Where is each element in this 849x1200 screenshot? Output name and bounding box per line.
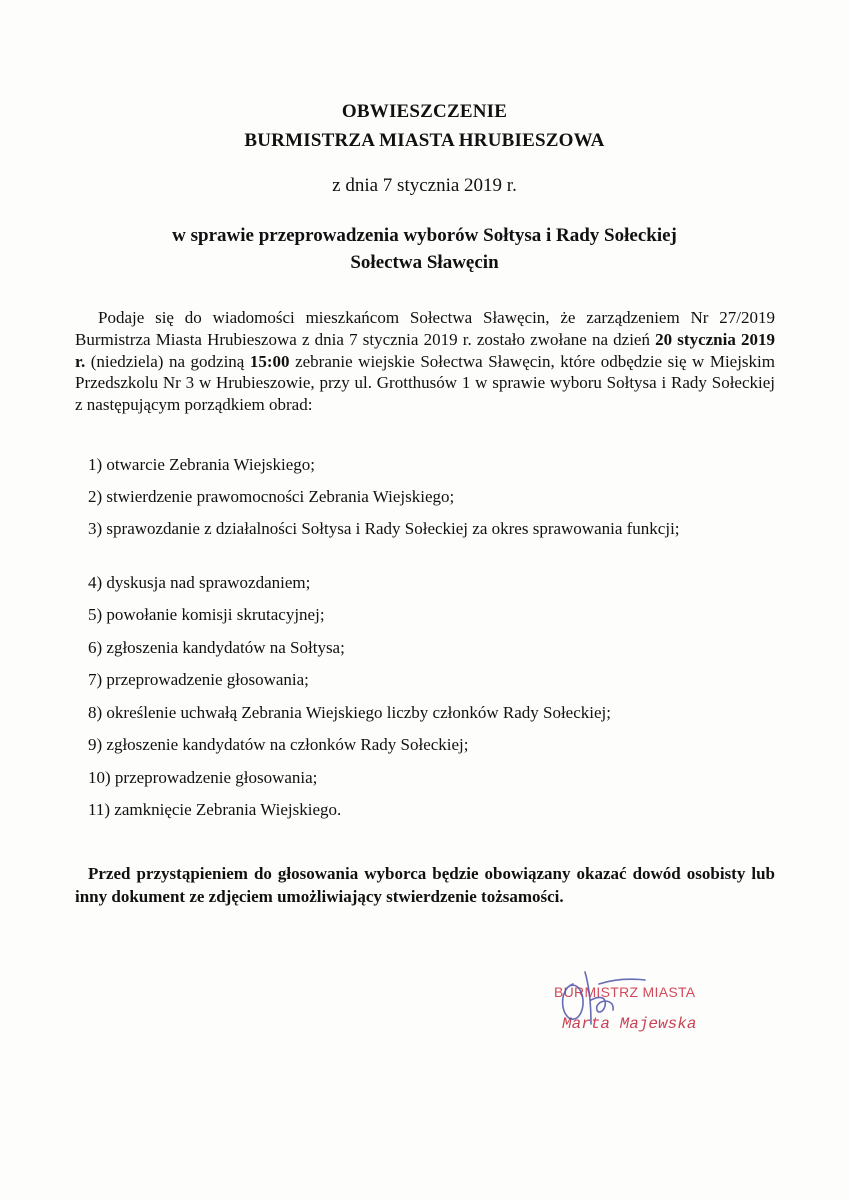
stamp-name: Marta Majewska bbox=[562, 1015, 697, 1033]
body-text-part3: zebranie wiejskie Sołectwa Sławęcin, które odbędzie się w Miejskim Przedszkolu Nr 3 w Hrubieszowie, przy ul. Grotthusów 1 w sprawie wyboru Sołtysa i Rady Sołeckiej z następującym porządkiem obrad: bbox=[75, 351, 775, 415]
agenda-item: 4) dyskusja nad sprawozdaniem; bbox=[88, 573, 311, 592]
issuer-title: BURMISTRZA MIASTA HRUBIESZOWA bbox=[244, 130, 605, 151]
meeting-date: 20 stycznia 2019 r. bbox=[75, 329, 775, 371]
subject-line-2: Sołectwa Sławęcin bbox=[350, 252, 499, 273]
agenda-item: 9) zgłoszenie kandydatów na członków Rady Sołeckiej; bbox=[88, 735, 469, 754]
agenda-item: 10) przeprowadzenie głosowania; bbox=[88, 768, 318, 787]
stamp-title: BURMISTRZ MIASTA bbox=[554, 984, 696, 1000]
agenda-item: 1) otwarcie Zebrania Wiejskiego; bbox=[88, 455, 315, 474]
closing-note: Przed przystąpieniem do głosowania wyborca będzie obowiązany okazać dowód osobisty lub inny dokument ze zdjęciem umożliwiający stwierdzenie tożsamości. bbox=[75, 864, 775, 906]
agenda-item: 2) stwierdzenie prawomocności Zebrania Wiejskiego; bbox=[88, 487, 455, 506]
announcement-paragraph bbox=[75, 307, 775, 416]
body-text-part1: Podaje się do wiadomości mieszkańcom Sołectwa Sławęcin, że zarządzeniem Nr 27/2019 Burmistrza Miasta Hrubieszowa z dnia 7 stycznia 2019 r. zostało zwołane na dzień bbox=[75, 308, 775, 349]
agenda-item: 6) zgłoszenia kandydatów na Sołtysa; bbox=[88, 638, 345, 657]
document-title: OBWIESZCZENIE bbox=[341, 101, 508, 122]
document-date: z dnia 7 stycznia 2019 r. bbox=[332, 175, 517, 196]
meeting-time: 15:00 bbox=[249, 351, 290, 371]
subject-line-1: w sprawie przeprowadzenia wyborów Sołtysa i Rady Sołeckiej bbox=[172, 225, 677, 246]
body-text-part2: (niedziela) na godziną bbox=[85, 351, 250, 371]
document-subject bbox=[0, 222, 849, 276]
agenda-item: 11) zamknięcie Zebrania Wiejskiego. bbox=[88, 800, 342, 819]
handwritten-signature-icon bbox=[555, 966, 655, 1036]
agenda-item: 5) powołanie komisji skrutacyjnej; bbox=[88, 605, 325, 624]
announcement-body bbox=[75, 307, 775, 416]
agenda-item: 7) przeprowadzenie głosowania; bbox=[88, 670, 309, 689]
agenda-item: 8) określenie uchwałą Zebrania Wiejskiego liczby członków Rady Sołeckiej; bbox=[88, 703, 611, 722]
agenda-item: 3) sprawozdanie z działalności Sołtysa i Rady Sołeckiej za okres sprawowania funkcji; bbox=[88, 519, 680, 538]
